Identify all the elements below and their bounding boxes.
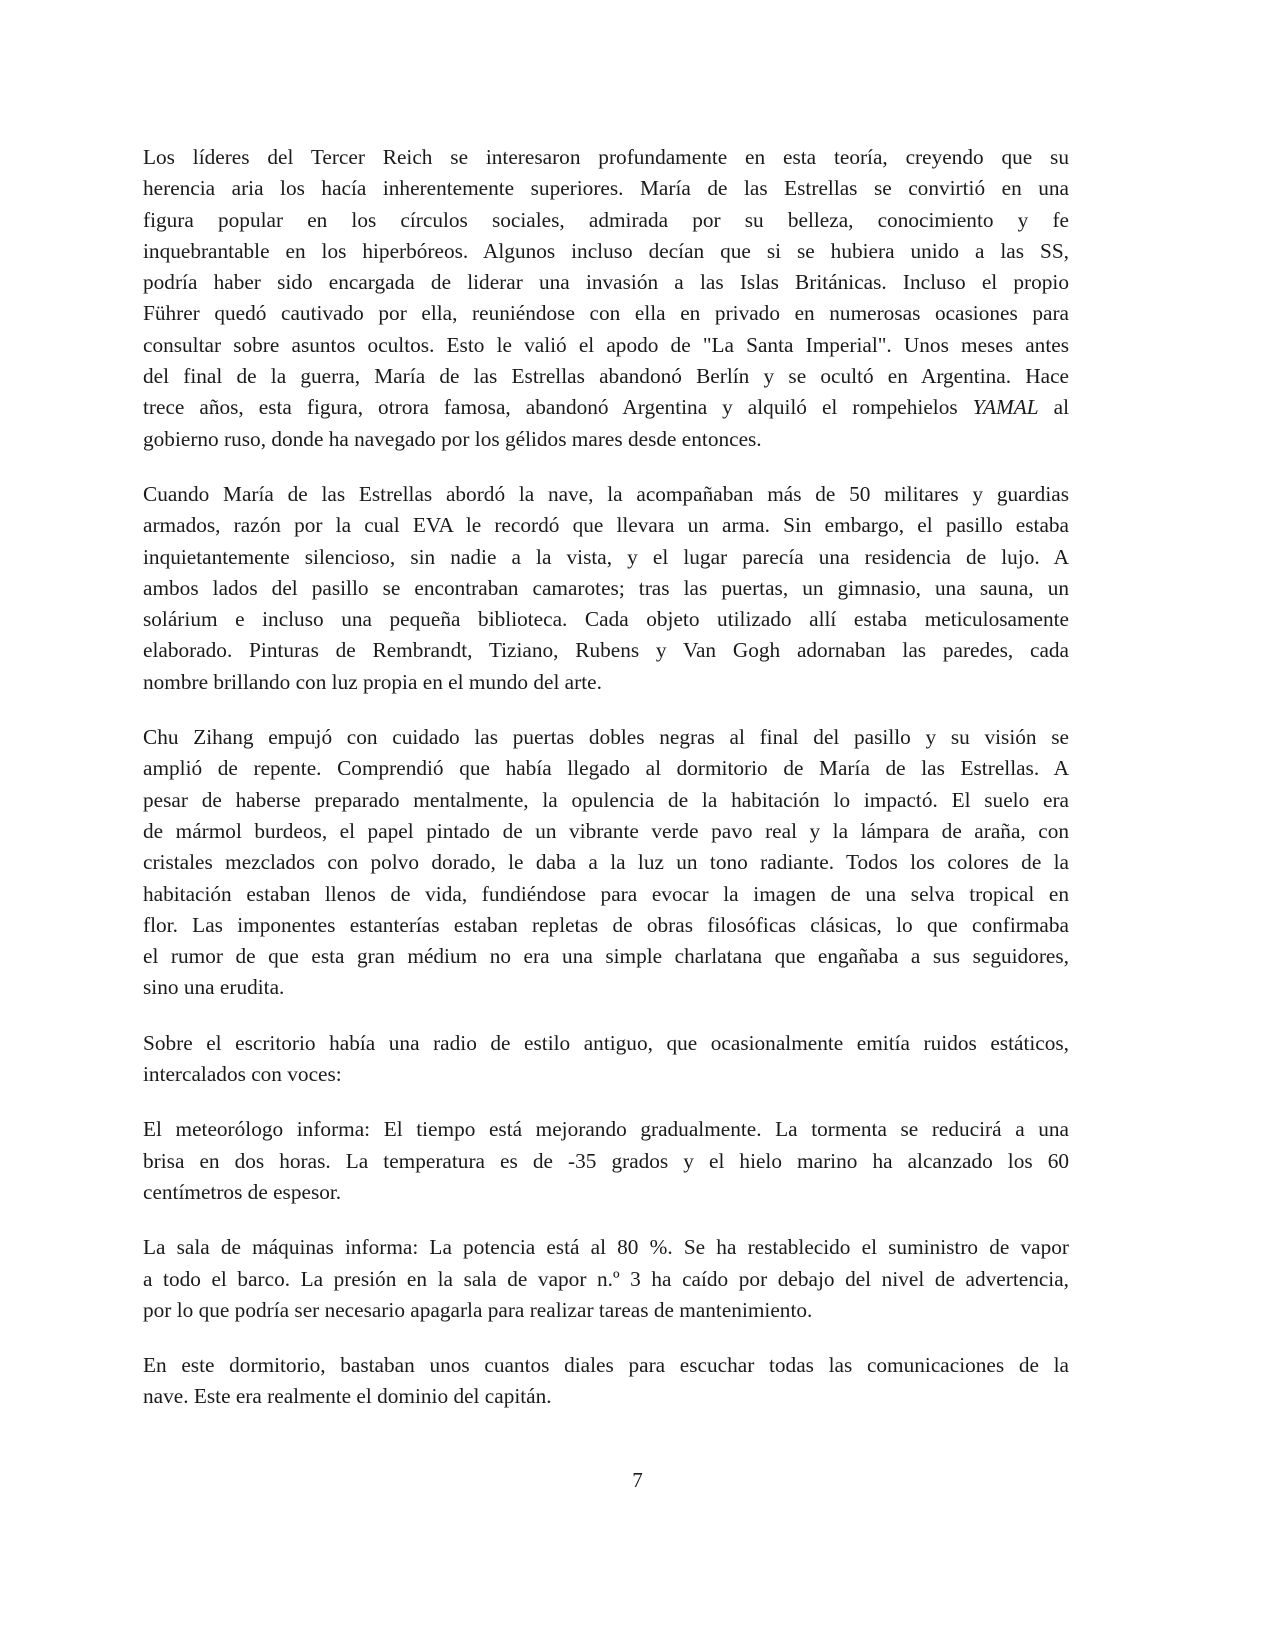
page-body: [143, 142, 1069, 1437]
paragraph: [143, 142, 1069, 455]
paragraph: [143, 1028, 1069, 1091]
text-line: Chu Zihang empujó con cuidado las puertas dobles negras al final del pasillo y su visión se: [143, 725, 1069, 750]
text-segment: al: [1038, 395, 1069, 420]
text-line: a todo el barco. La presión en la sala de vapor n.º 3 ha caído por debajo del nivel de advertencia,: [143, 1266, 1069, 1291]
text-line: de mármol burdeos, el papel pintado de un vibrante verde pavo real y la lámpara de araña, con: [143, 818, 1069, 843]
paragraph: [143, 722, 1069, 1004]
text-line: podría haber sido encargada de liderar una invasión a las Islas Británicas. Incluso el propio: [143, 270, 1069, 295]
text-line: por lo que podría ser necesario apagarla para realizar tareas de mantenimiento.: [143, 1297, 813, 1322]
page-number: 7: [632, 1468, 643, 1492]
text-line: [143, 392, 1069, 423]
text-segment: trece años, esta figura, otrora famosa, abandonó Argentina y alquiló el rompehielos: [143, 395, 973, 420]
text-line: La sala de máquinas informa: La potencia está al 80 %. Se ha restablecido el suministro de vapor: [143, 1235, 1069, 1260]
text-line: sino una erudita.: [143, 975, 285, 1000]
text-line: brisa en dos horas. La temperatura es de -35 grados y el hielo marino ha alcanzado los 60: [143, 1148, 1069, 1173]
text-line: nombre brillando con luz propia en el mundo del arte.: [143, 669, 602, 694]
text-line: centímetros de espesor.: [143, 1179, 342, 1204]
text-line: figura popular en los círculos sociales, admirada por su belleza, conocimiento y fe: [143, 207, 1069, 232]
text-line: amplió de repente. Comprendió que había llegado al dormitorio de María de las Estrellas. A: [143, 756, 1069, 781]
text-line: nave. Este era realmente el dominio del capitán.: [143, 1384, 552, 1409]
text-line: habitación estaban llenos de vida, fundiéndose para evocar la imagen de una selva tropical en: [143, 881, 1069, 906]
paragraph: [143, 479, 1069, 698]
paragraph: [143, 1232, 1069, 1326]
text-line: inquietantemente silencioso, sin nadie a la vista, y el lugar parecía una residencia de lujo. A: [143, 544, 1069, 569]
text-line: el rumor de que esta gran médium no era una simple charlatana que engañaba a sus seguidores,: [143, 944, 1069, 969]
text-line: del final de la guerra, María de las Estrellas abandonó Berlín y se ocultó en Argentina. Hace: [143, 364, 1069, 389]
ship-name: YAMAL: [972, 395, 1039, 420]
text-line: El meteorólogo informa: El tiempo está mejorando gradualmente. La tormenta se reducirá a una: [143, 1117, 1069, 1142]
paragraph: [143, 1350, 1069, 1413]
text-line: consultar sobre asuntos ocultos. Esto le valió el apodo de "La Santa Imperial". Unos meses antes: [143, 332, 1069, 357]
text-line: solárium e incluso una pequeña biblioteca. Cada objeto utilizado allí estaba meticulosamente: [143, 607, 1069, 632]
text-line: cristales mezclados con polvo dorado, le daba a la luz un tono radiante. Todos los colores de la: [143, 850, 1069, 875]
text-line: Sobre el escritorio había una radio de estilo antiguo, que ocasionalmente emitía ruidos estáticos,: [143, 1030, 1069, 1055]
text-line: Los líderes del Tercer Reich se interesaron profundamente en esta teoría, creyendo que su: [143, 145, 1069, 169]
text-line: Cuando María de las Estrellas abordó la nave, la acompañaban más de 50 militares y guardias: [143, 481, 1069, 506]
text-line: ambos lados del pasillo se encontraban camarotes; tras las puertas, un gimnasio, una sauna, un: [143, 575, 1069, 600]
text-line: pesar de haberse preparado mentalmente, la opulencia de la habitación lo impactó. El suelo era: [143, 787, 1069, 812]
text-line: intercalados con voces:: [143, 1062, 342, 1087]
text-line: En este dormitorio, bastaban unos cuantos diales para escuchar todas las comunicaciones de la: [143, 1353, 1069, 1378]
text-line: herencia aria los hacía inherentemente superiores. María de las Estrellas se convirtió en una: [143, 176, 1069, 201]
text-line: gobierno ruso, donde ha navegado por los gélidos mares desde entonces.: [143, 426, 762, 451]
text-line: Führer quedó cautivado por ella, reuniéndose con ella en privado en numerosas ocasiones para: [143, 301, 1069, 326]
text-line: inquebrantable en los hiperbóreos. Algunos incluso decían que si se hubiera unido a las SS,: [143, 238, 1069, 263]
text-line: armados, razón por la cual EVA le recordó que llevara un arma. Sin embargo, el pasillo estaba: [143, 513, 1069, 538]
text-line: elaborado. Pinturas de Rembrandt, Tiziano, Rubens y Van Gogh adornaban las paredes, cada: [143, 638, 1069, 663]
text-line: flor. Las imponentes estanterías estaban repletas de obras filosóficas clásicas, lo que confirmaba: [143, 912, 1069, 937]
paragraph: [143, 1114, 1069, 1208]
